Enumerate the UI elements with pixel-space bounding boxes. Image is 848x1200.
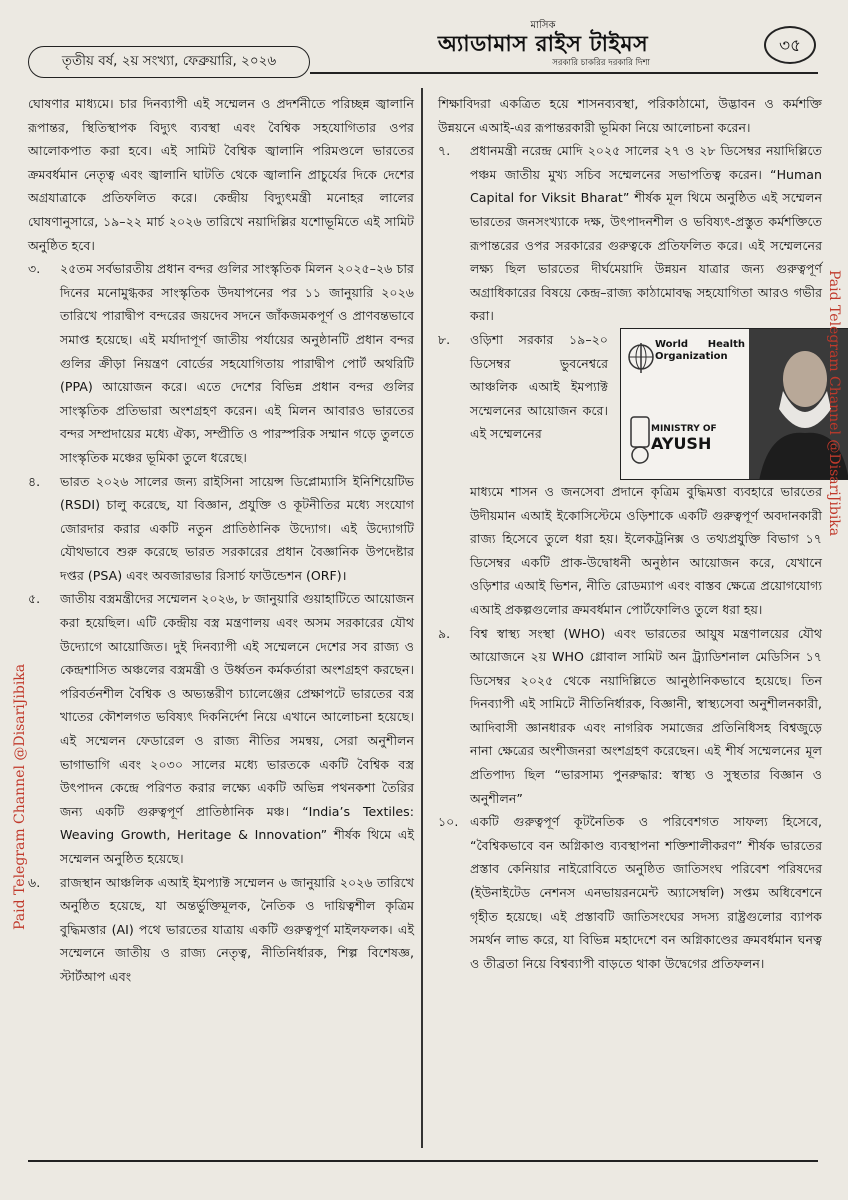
news-item-5: [28, 587, 414, 870]
item-number: ৫.: [28, 591, 41, 607]
item-text: বিশ্ব স্বাস্থ্য সংস্থা (WHO) এবং ভারতের আয়ুষ মন্ত্রণালয়ের যৌথ আয়োজনে ২য় WHO গ্লোবাল সামিট অন ট্র্যাডিশনাল মেডিসিন ১৭ ডিসেম্বর ২০২৫ থেকে নয়াদিল্লিতে আনুষ্ঠানিকভাবে হয়েছে। তিন দিনব্যাপী এই সামিটে নীতিনির্ধারক, বিজ্ঞানী, স্বাস্থ্যসেবা অনুশীলনকারী, আদিবাসী জ্ঞানধারক এবং নাগরিক সমাজের প্রতিনিধিসহ বিশ্বজুড়ে নানা ক্ষেত্রের অংশীজনরা অংশগ্রহণ করেছেন। এই শীর্ষ সম্মেলনের মূল প্রতিপাদ্য ছিল “ভারসাম্য পুনরুদ্ধার: স্বাস্থ্য ও সুস্থতার বিজ্ঞান ও অনুশীলন”: [470, 625, 822, 806]
news-item-8: [438, 328, 822, 622]
news-photo: [620, 328, 848, 480]
item-text: ২৫তম সর্বভারতীয় প্রধান বন্দর গুলির সাংস্কৃতিক মিলন ২০২৫–২৬ চার দিনের মনোমুগ্ধকর সাংস্কৃতিক উদযাপনের পর ১১ জানুয়ারি ২০২৬ তারিখে পারাদ্বীপ বন্দরের জয়দেব সদনে জাঁকজমকপূর্ণ ও প্রাণবন্তভাবে সমাপ্ত হয়েছে। এই মর্যাদাপূর্ণ জাতীয় পর্যায়ের অনুষ্ঠানটি প্রধান বন্দর গুলির ক্রীড়া নিয়ন্ত্রণ বোর্ডের সহযোগিতায় পারাদ্বীপ পোর্ট অথরিটি (PPA) আয়োজন করে। এতে দেশের বিভিন্ন প্রধান বন্দর গুলির সাংস্কৃতিক প্রতিভারা অংশগ্রহণ করেন। এই মিলন আবারও ভারতের বন্দর সম্প্রদায়ের মধ্যে ঐক্য, সম্প্রীতি ও পারস্পরিক সম্মান গড়ে তুলতে সাংস্কৃতিক মঞ্চের ভূমিকা তুলে ধরেছে।: [60, 261, 414, 465]
news-item-9: [438, 622, 822, 811]
item-number: ৪.: [28, 473, 41, 489]
right-column: [438, 92, 822, 975]
news-item-7: [438, 139, 822, 328]
masthead-kicker: মাসিক: [530, 20, 556, 31]
right-intro: শিক্ষাবিদরা একত্রিত হয়ে শাসনব্যবস্থা, পরিকাঠামো, উদ্ভাবন ও কর্মশক্তি উন্নয়নে এআই-এর রূপান্তরকারী ভূমিকা নিয়ে আলোচনা করেন।: [438, 96, 822, 135]
item-text: ভারত ২০২৬ সালের জন্য রাইসিনা সায়েন্স ডিপ্লোম্যাসি ইনিশিয়েটিভ (RSDI) চালু করেছে, যা বিজ্ঞান, প্রযুক্তি ও কূটনীতির মধ্যে সংযোগ জোরদার করার একটি নতুন প্রাতিষ্ঠানিক উদ্যোগ। এই উদ্যোগটি যৌথভাবে শুরু করেছে ভারত সরকারের প্রধান বৈজ্ঞানিক উপদেষ্টার দপ্তর (PSA) এবং অবজারভার রিসার্চ ফাউন্ডেশন (ORF)।: [60, 473, 414, 583]
item-text: মাধ্যমে শাসন ও জনসেবা প্রদানে কৃত্রিম বুদ্ধিমত্তা ব্যবহারে ভারতের উদীয়মান এআই ইকোসিস্টেমে ওড়িশাকে একটি গুরুত্বপূর্ণ অবদানকারী রাজ্য হিসেবে তুলে ধরা হয়। ইলেকট্রনিক্স ও তথ্যপ্রযুক্তি বিভাগ ১৭ ডিসেম্বর একটি প্রাক-উদ্বোধনী অনুষ্ঠান আয়োজন করে, যেখানে ওড়িশার এআই ভিশন, নীতি রোডম্যাপ এবং বাস্তব ক্ষেত্রে প্রয়োগযোগ্য এআই প্রকল্পগুলোর ক্রমবর্ধমান পোর্টফোলিও তুলে ধরা হয়।: [470, 483, 822, 617]
item-number: ৮.: [438, 331, 451, 347]
item-number: ৬.: [28, 874, 41, 890]
item-text: রাজস্থান আঞ্চলিক এআই ইমপ্যাক্ট সম্মেলন ৬ জানুয়ারি ২০২৬ তারিখে অনুষ্ঠিত হয়েছে, যা অন্তর্ভুক্তিমূলক, নৈতিক ও দায়িত্বশীল কৃত্রিম বুদ্ধিমত্তার (AI) পথে ভারতের যাত্রায় একটি গুরুত্বপূর্ণ মাইলফলক। এই সম্মেলনে জাতীয় ও রাজ্য নেতৃত্ব, নীতিনির্ধারক, শিল্প বিশেষজ্ঞ, স্টার্টআপ এবং: [60, 874, 414, 984]
header-rule: [310, 72, 818, 74]
item-8-lead-block: [470, 328, 822, 480]
page-number: ৩৫: [764, 26, 816, 64]
watermark-right: Paid Telegram Channel @DisariJibika: [826, 270, 842, 537]
item-text: জাতীয় বস্ত্রমন্ত্রীদের সম্মেলন ২০২৬, ৮ জানুয়ারি গুয়াহাটিতে আয়োজন করা হয়েছিল। এটি কেন্দ্রীয় বস্ত্র মন্ত্রণালয় এবং অসম সরকারের যৌথ উদ্যোগে আয়োজিত। দুই দিনব্যাপী এই সম্মেলনে দেশের সব রাজ্য ও কেন্দ্রশাসিত অঞ্চলের বস্ত্রমন্ত্রী ও উর্ধ্বতন কর্মকর্তারা অংশগ্রহণ করছেন। পরিবর্তনশীল বৈশ্বিক ও অভ্যন্তরীণ চ্যালেঞ্জের প্রেক্ষাপটে ভারতের বস্ত্র খাতের কৌশলগত ভবিষ্যৎ দিকনির্দেশ নিয়ে এখানে আলোচনা হয়েছে। এই সম্মেলন ফেডারেল ও রাজ্য নীতির সমন্বয়, সেরা অনুশীলন ভাগাভাগি এবং ২০৩০ সালের মধ্যে ভারতকে একটি বৈশ্বিক বস্ত্র উৎপাদন কেন্দ্রে পরিণত করার লক্ষ্যে একটি অভিন্ন পথনকশা তৈরির জন্য একটি গুরুত্বপূর্ণ প্রাতিষ্ঠানিক মঞ্চ। “India’s Textiles: Weaving Growth, Heritage & Innovation” শীর্ষক থিমে এই সম্মেলন অনুষ্ঠিত হয়েছে।: [60, 591, 414, 866]
news-item-10: [438, 810, 822, 975]
item-number: ৭.: [438, 143, 451, 159]
watermark-left: Paid Telegram Channel @DisariJibika: [12, 663, 28, 930]
masthead-tagline: সরকারি চাকরির দরকারি দিশা: [552, 58, 650, 68]
footer-rule: [28, 1160, 818, 1162]
item-text: প্রধানমন্ত্রী নরেন্দ্র মোদি ২০২৫ সালের ২৭ ও ২৮ ডিসেম্বর নয়াদিল্লিতে পঞ্চম জাতীয় মুখ্য সচিব সম্মেলনের সভাপতিত্ব করেন। “Human Capital for Viksit Bharat” শীর্ষক মূল থিমে অনুষ্ঠিত এই সম্মেলন ভারতের জনসংখ্যাকে দক্ষ, উৎপাদনশীল ও ভবিষ্যৎ-প্রস্তুত কর্মশক্তিতে রূপান্তরের ওপর সরকারের গুরুত্বকে প্রতিফলিত করে। এই সম্মেলনের লক্ষ্য ছিল ভারতের দীর্ঘমেয়াদি উন্নয়ন যাত্রার জন্য গুরুত্বপূর্ণ অগ্রাধিকারের বিষয়ে কেন্দ্র–রাজ্য কাঠামোবদ্ধ সহযোগিতা আরও গভীর করা।: [470, 143, 822, 324]
ayush-label-big: AYUSH: [651, 433, 712, 453]
item-number: ৯.: [438, 625, 451, 641]
masthead-brand: অ্যাডামাস রাইস টাইমস: [437, 32, 649, 57]
masthead: [428, 20, 658, 72]
issue-label: তৃতীয় বর্ষ, ২য় সংখ্যা, ফেব্রুয়ারি, ২০২৬: [28, 46, 310, 78]
news-item-6: [28, 871, 414, 989]
ayush-label: [651, 423, 717, 453]
item-lead-text: ওড়িশা সরকার ১৯–২০ ডিসেম্বর ভুবনেশ্বরে আঞ্চলিক এআই ইমপ্যাক্ট সম্মেলনের আয়োজন করে। এই সম্মেলনের: [470, 331, 608, 442]
column-divider: [421, 88, 423, 1148]
item-number: ১০.: [438, 814, 459, 830]
item-text: একটি গুরুত্বপূর্ণ কূটনৈতিক ও পরিবেশগত সাফল্য হিসেবে, “বৈশ্বিকভাবে বন অগ্নিকাণ্ড ব্যবস্থাপনা শক্তিশালীকরণ” শীর্ষক ভারতের প্রস্তাব কেনিয়ার নাইরোবিতে অনুষ্ঠিত জাতিসংঘ পরিবেশ পরিষদের (ইউনাইটেড নেশনস এনভায়রনমেন্ট অ্যাসেম্বলি) সপ্তম অধিবেশনে গৃহীত হয়েছে। এই প্রস্তাবটি জাতিসংঘের সদস্য রাষ্ট্রগুলোর ব্যাপক সমর্থন লাভ করে, যা বিভিন্ন মহাদেশে বন অগ্নিকাণ্ডের ক্রমবর্ধমান ঘনত্ব ও তীব্রতা নিয়ে বিশ্বব্যাপী বাড়তে থাকা উদ্বেগের প্রতিফলন।: [470, 814, 822, 971]
who-label: World Health Organization: [655, 338, 745, 362]
news-item-4: [28, 470, 414, 588]
left-intro: ঘোষণার মাধ্যমে। চার দিনব্যাপী এই সম্মেলন ও প্রদর্শনীতে পরিচ্ছন্ন জ্বালানি রূপান্তর, স্থিতিস্থাপক বিদ্যুৎ ব্যবস্থা এবং বৈশ্বিক সহযোগিতার ওপর আলোকপাত করা হবে। এই সামিট বৈশ্বিক জ্বালানি পরিমণ্ডলে ভারতের ক্রমবর্ধমান নেতৃত্ব এবং জ্বালানি ঘাটতি থেকে জ্বালানি প্রাচুর্যের দিকে দেশের অগ্রযাত্রাকে প্রতিফলিত করে। কেন্দ্রীয় বিদ্যুৎমন্ত্রী মনোহর লালের ঘোষণানুসারে, ১৯–২২ মার্চ ২০২৬ তারিখে নয়াদিল্লির যশোভূমিতে এই সামিট অনুষ্ঠিত হবে।: [28, 96, 414, 253]
news-item-3: [28, 257, 414, 469]
left-column: [28, 92, 414, 989]
item-number: ৩.: [28, 261, 41, 277]
ayush-label-top: MINISTRY OF: [651, 423, 717, 434]
